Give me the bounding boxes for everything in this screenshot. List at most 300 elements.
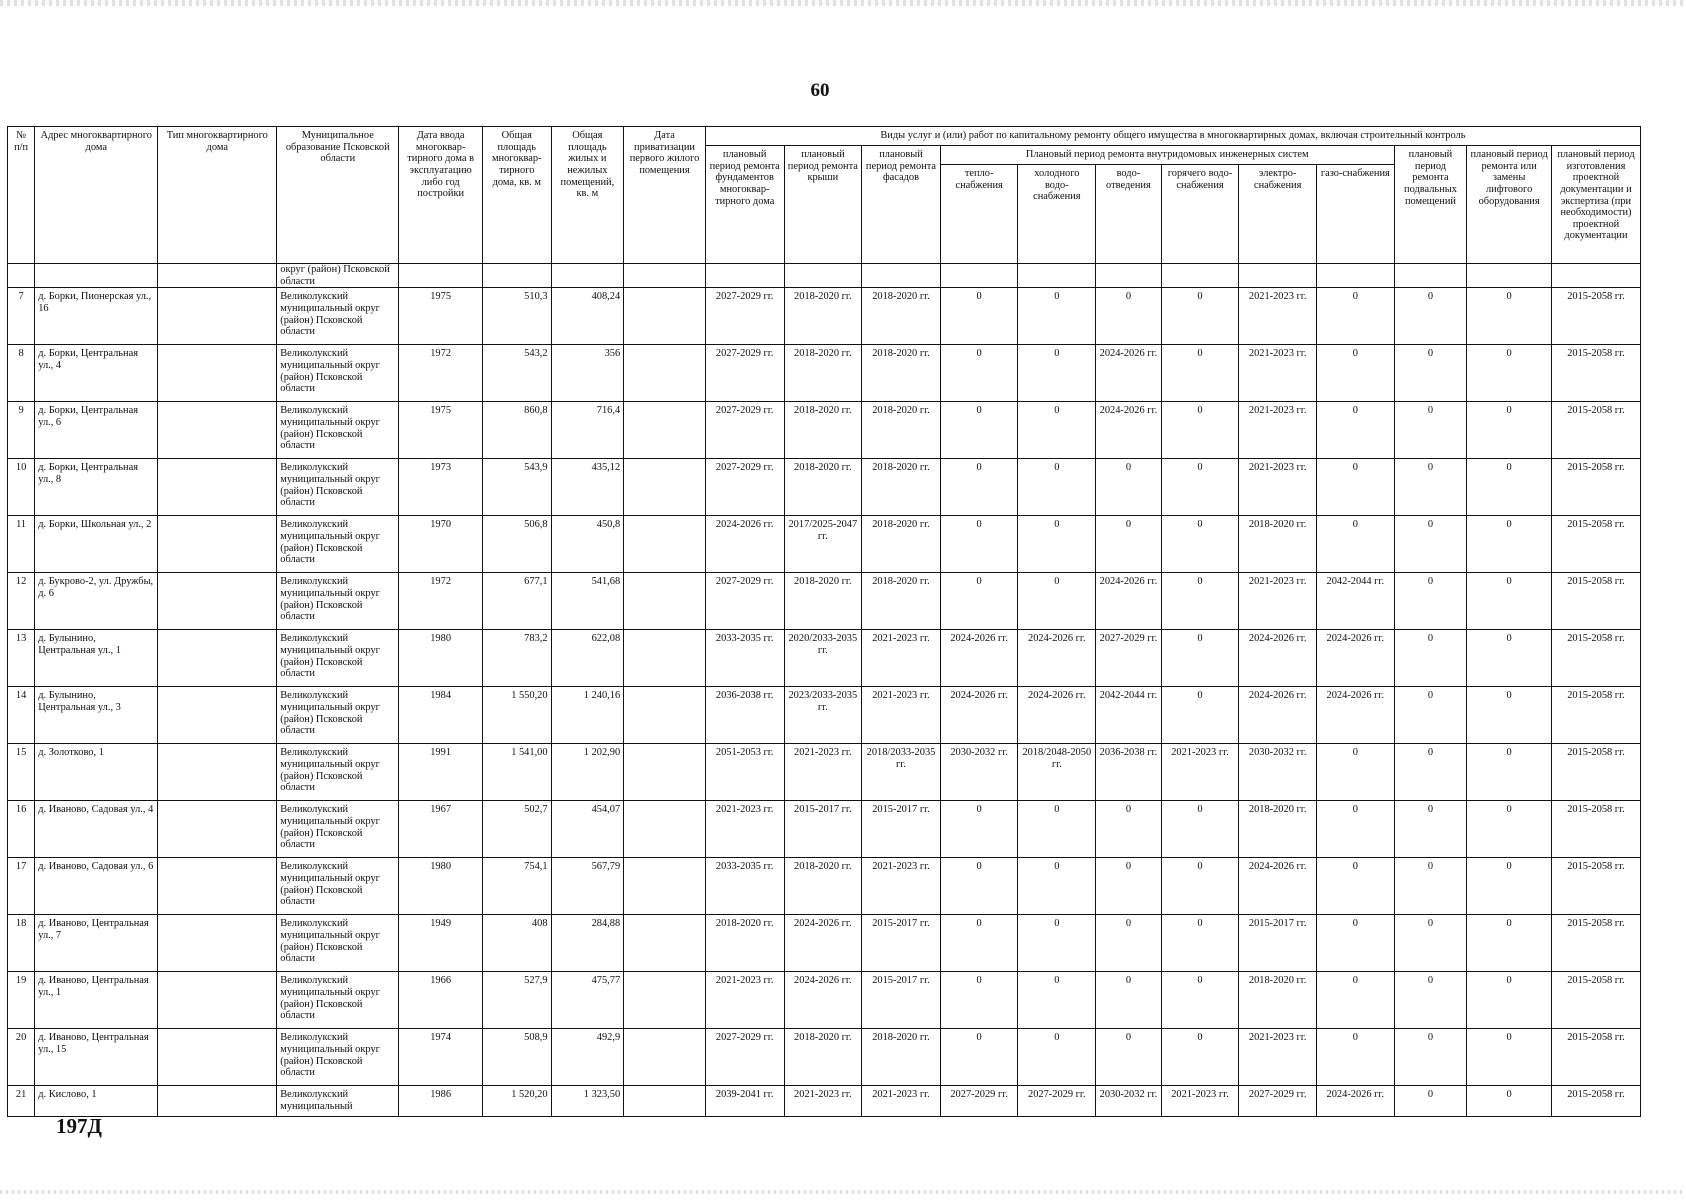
project-docs-period-cell: 2015-2058 гг. (1551, 345, 1640, 402)
gas-period-cell: 0 (1317, 1029, 1395, 1086)
year-cell: 1975 (399, 402, 483, 459)
facade-period-cell: 2021-2023 гг. (862, 858, 941, 915)
elevator-period-cell: 0 (1467, 915, 1552, 972)
privatization-cell (624, 744, 706, 801)
type-cell (158, 459, 277, 516)
elevator-period-cell: 0 (1467, 801, 1552, 858)
foundation-period-cell: 2018-2020 гг. (705, 915, 784, 972)
heat-period-cell: 2024-2026 гг. (940, 630, 1018, 687)
electric-period-cell: 2018-2020 гг. (1239, 516, 1317, 573)
gas-period-cell: 0 (1317, 915, 1395, 972)
foundation-period-cell: 2051-2053 гг. (705, 744, 784, 801)
cold-water-period-cell: 0 (1018, 1029, 1096, 1086)
living-area-cell: 716,4 (551, 402, 624, 459)
electric-period-cell: 2015-2017 гг. (1239, 915, 1317, 972)
facade-period-cell: 2018-2020 гг. (862, 288, 941, 345)
header-gas: газо-снабжения (1317, 165, 1395, 264)
hot-water-period-cell: 0 (1161, 573, 1239, 630)
basement-period-cell: 0 (1394, 630, 1467, 687)
header-basement: плановый период ремонта подвальных помещений (1394, 146, 1467, 264)
header-engineering-group: Плановый период ремонта внутридомовых инженерных систем (940, 146, 1394, 165)
table-body (8, 264, 1641, 1117)
project-docs-period-cell: 2015-2058 гг. (1551, 573, 1640, 630)
row-number: 14 (8, 687, 35, 744)
row-number: 10 (8, 459, 35, 516)
municipality-cell: Великолукский муниципальный округ (район) Псковской области (277, 402, 399, 459)
address-cell: д. Булынино, Центральная ул., 3 (35, 687, 158, 744)
heat-period-cell: 0 (940, 459, 1018, 516)
total-area-cell: 543,9 (482, 459, 551, 516)
basement-period-cell: 0 (1394, 573, 1467, 630)
drainage-period-cell: 0 (1096, 801, 1162, 858)
electric-period-cell: 2021-2023 гг. (1239, 1029, 1317, 1086)
hot-water-period-cell: 0 (1161, 459, 1239, 516)
foundation-period-cell: 2021-2023 гг. (705, 801, 784, 858)
basement-period-cell: 0 (1394, 972, 1467, 1029)
continuation-row (8, 264, 1641, 288)
privatization-cell (624, 1029, 706, 1086)
privatization-cell (624, 687, 706, 744)
municipality-cell: Великолукский муниципальный округ (район) Псковской области (277, 1029, 399, 1086)
header-electric: электро-снабжения (1239, 165, 1317, 264)
privatization-cell (624, 402, 706, 459)
electric-period-cell: 2024-2026 гг. (1239, 630, 1317, 687)
cold-water-period-cell: 2018/2048-2050 гг. (1018, 744, 1096, 801)
address-cell: д. Золотково, 1 (35, 744, 158, 801)
address-cell: д. Борки, Пионерская ул., 16 (35, 288, 158, 345)
hot-water-period-cell: 0 (1161, 858, 1239, 915)
hot-water-period-cell: 0 (1161, 1029, 1239, 1086)
facade-period-cell: 2015-2017 гг. (862, 972, 941, 1029)
facade-period-cell: 2018-2020 гг. (862, 345, 941, 402)
hot-water-period-cell: 0 (1161, 288, 1239, 345)
drainage-period-cell: 0 (1096, 858, 1162, 915)
electric-period-cell: 2030-2032 гг. (1239, 744, 1317, 801)
year-cell: 1986 (399, 1086, 483, 1117)
drainage-period-cell: 2042-2044 гг. (1096, 687, 1162, 744)
foundation-period-cell: 2027-2029 гг. (705, 288, 784, 345)
municipality-cell: Великолукский муниципальный округ (район) Псковской области (277, 345, 399, 402)
year-cell: 1966 (399, 972, 483, 1029)
header-roof: плановый период ремонта крыши (784, 146, 862, 264)
heat-period-cell: 0 (940, 573, 1018, 630)
living-area-cell: 435,12 (551, 459, 624, 516)
header-elevator: плановый период ремонта или замены лифтового оборудования (1467, 146, 1552, 264)
header-services-group: Виды услуг и (или) работ по капитальному ремонту общего имущества в многоквартирных домах, включая строительный контроль (705, 127, 1640, 146)
facade-period-cell: 2018-2020 гг. (862, 459, 941, 516)
address-cell: д. Борки, Центральная ул., 8 (35, 459, 158, 516)
living-area-cell: 356 (551, 345, 624, 402)
electric-period-cell: 2021-2023 гг. (1239, 402, 1317, 459)
project-docs-period-cell: 2015-2058 гг. (1551, 516, 1640, 573)
row-number: 11 (8, 516, 35, 573)
document-code: 197Д (56, 1114, 102, 1138)
gas-period-cell: 0 (1317, 288, 1395, 345)
drainage-period-cell: 0 (1096, 972, 1162, 1029)
header-address: Адрес многоквартирного дома (35, 127, 158, 264)
elevator-period-cell: 0 (1467, 573, 1552, 630)
elevator-period-cell: 0 (1467, 459, 1552, 516)
municipality-cell: Великолукский муниципальный округ (район) Псковской области (277, 516, 399, 573)
municipality-cell: Великолукский муниципальный округ (район) Псковской области (277, 573, 399, 630)
row-number: 19 (8, 972, 35, 1029)
elevator-period-cell: 0 (1467, 1029, 1552, 1086)
project-docs-period-cell: 2015-2058 гг. (1551, 630, 1640, 687)
foundation-period-cell: 2027-2029 гг. (705, 459, 784, 516)
project-docs-period-cell: 2015-2058 гг. (1551, 1029, 1640, 1086)
privatization-cell (624, 630, 706, 687)
table-row (8, 915, 1641, 972)
living-area-cell: 541,68 (551, 573, 624, 630)
cold-water-period-cell: 0 (1018, 858, 1096, 915)
living-area-cell: 284,88 (551, 915, 624, 972)
electric-period-cell: 2024-2026 гг. (1239, 858, 1317, 915)
municipality-cell: Великолукский муниципальный округ (район) Псковской области (277, 630, 399, 687)
hot-water-period-cell: 2021-2023 гг. (1161, 744, 1239, 801)
row-number: 16 (8, 801, 35, 858)
table-row (8, 402, 1641, 459)
roof-period-cell: 2017/2025-2047 гг. (784, 516, 862, 573)
total-area-cell: 408 (482, 915, 551, 972)
hot-water-period-cell: 0 (1161, 801, 1239, 858)
housing-register-table (7, 126, 1641, 1117)
total-area-cell: 502,7 (482, 801, 551, 858)
header-cold-water: холодного водо-снабжения (1018, 165, 1096, 264)
total-area-cell: 506,8 (482, 516, 551, 573)
total-area-cell: 508,9 (482, 1029, 551, 1086)
living-area-cell: 1 202,90 (551, 744, 624, 801)
roof-period-cell: 2024-2026 гг. (784, 972, 862, 1029)
roof-period-cell: 2018-2020 гг. (784, 858, 862, 915)
basement-period-cell: 0 (1394, 288, 1467, 345)
electric-period-cell: 2021-2023 гг. (1239, 573, 1317, 630)
facade-period-cell: 2018-2020 гг. (862, 573, 941, 630)
row-number: 17 (8, 858, 35, 915)
facade-period-cell: 2021-2023 гг. (862, 687, 941, 744)
header-commission: Дата ввода многоквар-тирного дома в эксплуатацию либо год постройки (399, 127, 483, 264)
heat-period-cell: 0 (940, 288, 1018, 345)
total-area-cell: 754,1 (482, 858, 551, 915)
municipality-cell: Великолукский муниципальный округ (район) Псковской области (277, 288, 399, 345)
row-number: 15 (8, 744, 35, 801)
basement-period-cell: 0 (1394, 516, 1467, 573)
roof-period-cell: 2023/2033-2035 гг. (784, 687, 862, 744)
gas-period-cell: 0 (1317, 858, 1395, 915)
address-cell: д. Иваново, Центральная ул., 1 (35, 972, 158, 1029)
row-number: 9 (8, 402, 35, 459)
heat-period-cell: 0 (940, 516, 1018, 573)
type-cell (158, 972, 277, 1029)
electric-period-cell: 2027-2029 гг. (1239, 1086, 1317, 1117)
table-row (8, 801, 1641, 858)
roof-period-cell: 2020/2033-2035 гг. (784, 630, 862, 687)
heat-period-cell: 2030-2032 гг. (940, 744, 1018, 801)
scan-edge-top (0, 0, 1686, 6)
facade-period-cell: 2015-2017 гг. (862, 801, 941, 858)
project-docs-period-cell: 2015-2058 гг. (1551, 915, 1640, 972)
drainage-period-cell: 0 (1096, 516, 1162, 573)
elevator-period-cell: 0 (1467, 858, 1552, 915)
project-docs-period-cell: 2015-2058 гг. (1551, 858, 1640, 915)
heat-period-cell: 0 (940, 801, 1018, 858)
header-facade: плановый период ремонта фасадов (862, 146, 941, 264)
address-cell: д. Иваново, Центральная ул., 7 (35, 915, 158, 972)
hot-water-period-cell: 0 (1161, 516, 1239, 573)
header-living-area: Общая площадь жилых и нежилых помещений, кв. м (551, 127, 624, 264)
heat-period-cell: 0 (940, 1029, 1018, 1086)
basement-period-cell: 0 (1394, 915, 1467, 972)
total-area-cell: 1 550,20 (482, 687, 551, 744)
roof-period-cell: 2018-2020 гг. (784, 573, 862, 630)
cold-water-period-cell: 0 (1018, 288, 1096, 345)
header-privatization: Дата приватизации первого жилого помещения (624, 127, 706, 264)
elevator-period-cell: 0 (1467, 516, 1552, 573)
municipality-cell: Великолукский муниципальный округ (район) Псковской области (277, 858, 399, 915)
header-project-docs: плановый период изготовления проектной документации и экспертиза (при необходимости) проектной документации (1551, 146, 1640, 264)
address-cell: д. Иваново, Садовая ул., 6 (35, 858, 158, 915)
header-type: Тип многоквартирного дома (158, 127, 277, 264)
living-area-cell: 1 323,50 (551, 1086, 624, 1117)
roof-period-cell: 2021-2023 гг. (784, 1086, 862, 1117)
total-area-cell: 543,2 (482, 345, 551, 402)
year-cell: 1974 (399, 1029, 483, 1086)
table-row (8, 1086, 1641, 1117)
table-row (8, 744, 1641, 801)
heat-period-cell: 0 (940, 915, 1018, 972)
header-total-area: Общая площадь многоквар-тирного дома, кв. м (482, 127, 551, 264)
elevator-period-cell: 0 (1467, 402, 1552, 459)
type-cell (158, 288, 277, 345)
municipality-cell: Великолукский муниципальный округ (район) Псковской области (277, 972, 399, 1029)
cold-water-period-cell: 0 (1018, 801, 1096, 858)
basement-period-cell: 0 (1394, 402, 1467, 459)
cold-water-period-cell: 0 (1018, 915, 1096, 972)
cold-water-period-cell: 2024-2026 гг. (1018, 687, 1096, 744)
drainage-period-cell: 0 (1096, 1029, 1162, 1086)
type-cell (158, 858, 277, 915)
project-docs-period-cell: 2015-2058 гг. (1551, 288, 1640, 345)
cold-water-period-cell: 0 (1018, 459, 1096, 516)
header-municipality: Муниципальное образование Псковской области (277, 127, 399, 264)
type-cell (158, 1086, 277, 1117)
gas-period-cell: 2042-2044 гг. (1317, 573, 1395, 630)
total-area-cell: 527,9 (482, 972, 551, 1029)
heat-period-cell: 0 (940, 858, 1018, 915)
drainage-period-cell: 0 (1096, 288, 1162, 345)
hot-water-period-cell: 0 (1161, 345, 1239, 402)
cold-water-period-cell: 0 (1018, 573, 1096, 630)
municipality-cell: Великолукский муниципальный округ (район) Псковской области (277, 801, 399, 858)
cold-water-period-cell: 2027-2029 гг. (1018, 1086, 1096, 1117)
facade-period-cell: 2018-2020 гг. (862, 402, 941, 459)
project-docs-period-cell: 2015-2058 гг. (1551, 459, 1640, 516)
foundation-period-cell: 2027-2029 гг. (705, 345, 784, 402)
municipality-cell: Великолукский муниципальный (277, 1086, 399, 1117)
basement-period-cell: 0 (1394, 687, 1467, 744)
row-number: 13 (8, 630, 35, 687)
gas-period-cell: 0 (1317, 972, 1395, 1029)
living-area-cell: 475,77 (551, 972, 624, 1029)
type-cell (158, 402, 277, 459)
roof-period-cell: 2018-2020 гг. (784, 288, 862, 345)
electric-period-cell: 2018-2020 гг. (1239, 801, 1317, 858)
heat-period-cell: 2027-2029 гг. (940, 1086, 1018, 1117)
heat-period-cell: 2024-2026 гг. (940, 687, 1018, 744)
foundation-period-cell: 2024-2026 гг. (705, 516, 784, 573)
gas-period-cell: 0 (1317, 402, 1395, 459)
year-cell: 1972 (399, 345, 483, 402)
type-cell (158, 573, 277, 630)
elevator-period-cell: 0 (1467, 687, 1552, 744)
total-area-cell: 860,8 (482, 402, 551, 459)
basement-period-cell: 0 (1394, 345, 1467, 402)
page-number: 60 (810, 80, 830, 101)
municipality-cell: Великолукский муниципальный округ (район) Псковской области (277, 744, 399, 801)
address-cell: д. Булынино, Центральная ул., 1 (35, 630, 158, 687)
cold-water-period-cell: 2024-2026 гг. (1018, 630, 1096, 687)
municipality-cell: Великолукский муниципальный округ (район) Псковской области (277, 459, 399, 516)
year-cell: 1991 (399, 744, 483, 801)
project-docs-period-cell: 2015-2058 гг. (1551, 801, 1640, 858)
year-cell: 1949 (399, 915, 483, 972)
living-area-cell: 622,08 (551, 630, 624, 687)
cold-water-period-cell: 0 (1018, 516, 1096, 573)
gas-period-cell: 0 (1317, 801, 1395, 858)
basement-period-cell: 0 (1394, 1029, 1467, 1086)
privatization-cell (624, 459, 706, 516)
address-cell: д. Борки, Центральная ул., 4 (35, 345, 158, 402)
drainage-period-cell: 2024-2026 гг. (1096, 345, 1162, 402)
drainage-period-cell: 2024-2026 гг. (1096, 402, 1162, 459)
drainage-period-cell: 2036-2038 гг. (1096, 744, 1162, 801)
type-cell (158, 345, 277, 402)
project-docs-period-cell: 2015-2058 гг. (1551, 687, 1640, 744)
basement-period-cell: 0 (1394, 1086, 1467, 1117)
gas-period-cell: 0 (1317, 516, 1395, 573)
header-num: № п/п (8, 127, 35, 264)
total-area-cell: 1 541,00 (482, 744, 551, 801)
privatization-cell (624, 801, 706, 858)
type-cell (158, 744, 277, 801)
privatization-cell (624, 972, 706, 1029)
project-docs-period-cell: 2015-2058 гг. (1551, 972, 1640, 1029)
table-row (8, 972, 1641, 1029)
facade-period-cell: 2018/2033-2035 гг. (862, 744, 941, 801)
living-area-cell: 1 240,16 (551, 687, 624, 744)
year-cell: 1972 (399, 573, 483, 630)
privatization-cell (624, 288, 706, 345)
foundation-period-cell: 2039-2041 гг. (705, 1086, 784, 1117)
facade-period-cell: 2021-2023 гг. (862, 1086, 941, 1117)
facade-period-cell: 2021-2023 гг. (862, 630, 941, 687)
project-docs-period-cell: 2015-2058 гг. (1551, 402, 1640, 459)
type-cell (158, 687, 277, 744)
drainage-period-cell: 2027-2029 гг. (1096, 630, 1162, 687)
living-area-cell: 567,79 (551, 858, 624, 915)
address-cell: д. Борки, Центральная ул., 6 (35, 402, 158, 459)
electric-period-cell: 2021-2023 гг. (1239, 288, 1317, 345)
gas-period-cell: 2024-2026 гг. (1317, 687, 1395, 744)
facade-period-cell: 2018-2020 гг. (862, 516, 941, 573)
year-cell: 1984 (399, 687, 483, 744)
table-row (8, 687, 1641, 744)
hot-water-period-cell: 0 (1161, 630, 1239, 687)
foundation-period-cell: 2021-2023 гг. (705, 972, 784, 1029)
electric-period-cell: 2018-2020 гг. (1239, 972, 1317, 1029)
type-cell (158, 630, 277, 687)
foundation-period-cell: 2027-2029 гг. (705, 573, 784, 630)
project-docs-period-cell: 2015-2058 гг. (1551, 1086, 1640, 1117)
hot-water-period-cell: 0 (1161, 972, 1239, 1029)
gas-period-cell: 0 (1317, 459, 1395, 516)
facade-period-cell: 2015-2017 гг. (862, 915, 941, 972)
foundation-period-cell: 2036-2038 гг. (705, 687, 784, 744)
basement-period-cell: 0 (1394, 744, 1467, 801)
foundation-period-cell: 2033-2035 гг. (705, 858, 784, 915)
project-docs-period-cell: 2015-2058 гг. (1551, 744, 1640, 801)
table-row (8, 459, 1641, 516)
header-hot-water: горячего водо-снабжения (1161, 165, 1239, 264)
row-number: 8 (8, 345, 35, 402)
row-number: 12 (8, 573, 35, 630)
elevator-period-cell: 0 (1467, 972, 1552, 1029)
table-row (8, 858, 1641, 915)
basement-period-cell: 0 (1394, 459, 1467, 516)
table-row (8, 630, 1641, 687)
elevator-period-cell: 0 (1467, 630, 1552, 687)
address-cell: д. Букрово-2, ул. Дружбы, д. 6 (35, 573, 158, 630)
living-area-cell: 454,07 (551, 801, 624, 858)
year-cell: 1980 (399, 858, 483, 915)
electric-period-cell: 2024-2026 гг. (1239, 687, 1317, 744)
gas-period-cell: 0 (1317, 744, 1395, 801)
total-area-cell: 1 520,20 (482, 1086, 551, 1117)
table-row (8, 573, 1641, 630)
roof-period-cell: 2018-2020 гг. (784, 459, 862, 516)
drainage-period-cell: 0 (1096, 915, 1162, 972)
roof-period-cell: 2018-2020 гг. (784, 345, 862, 402)
address-cell: д. Кислово, 1 (35, 1086, 158, 1117)
drainage-period-cell: 2024-2026 гг. (1096, 573, 1162, 630)
electric-period-cell: 2021-2023 гг. (1239, 459, 1317, 516)
total-area-cell: 510,3 (482, 288, 551, 345)
basement-period-cell: 0 (1394, 858, 1467, 915)
year-cell: 1970 (399, 516, 483, 573)
privatization-cell (624, 915, 706, 972)
row-number: 20 (8, 1029, 35, 1086)
address-cell: д. Борки, Школьная ул., 2 (35, 516, 158, 573)
privatization-cell (624, 573, 706, 630)
address-cell: д. Иваново, Садовая ул., 4 (35, 801, 158, 858)
gas-period-cell: 0 (1317, 345, 1395, 402)
hot-water-period-cell: 0 (1161, 687, 1239, 744)
elevator-period-cell: 0 (1467, 744, 1552, 801)
drainage-period-cell: 0 (1096, 459, 1162, 516)
year-cell: 1980 (399, 630, 483, 687)
heat-period-cell: 0 (940, 402, 1018, 459)
hot-water-period-cell: 0 (1161, 915, 1239, 972)
drainage-period-cell: 2030-2032 гг. (1096, 1086, 1162, 1117)
municipality-cell: Великолукский муниципальный округ (район) Псковской области (277, 687, 399, 744)
year-cell: 1967 (399, 801, 483, 858)
privatization-cell (624, 516, 706, 573)
table-row (8, 288, 1641, 345)
type-cell (158, 516, 277, 573)
roof-period-cell: 2015-2017 гг. (784, 801, 862, 858)
roof-period-cell: 2021-2023 гг. (784, 744, 862, 801)
basement-period-cell: 0 (1394, 801, 1467, 858)
gas-period-cell: 2024-2026 гг. (1317, 1086, 1395, 1117)
